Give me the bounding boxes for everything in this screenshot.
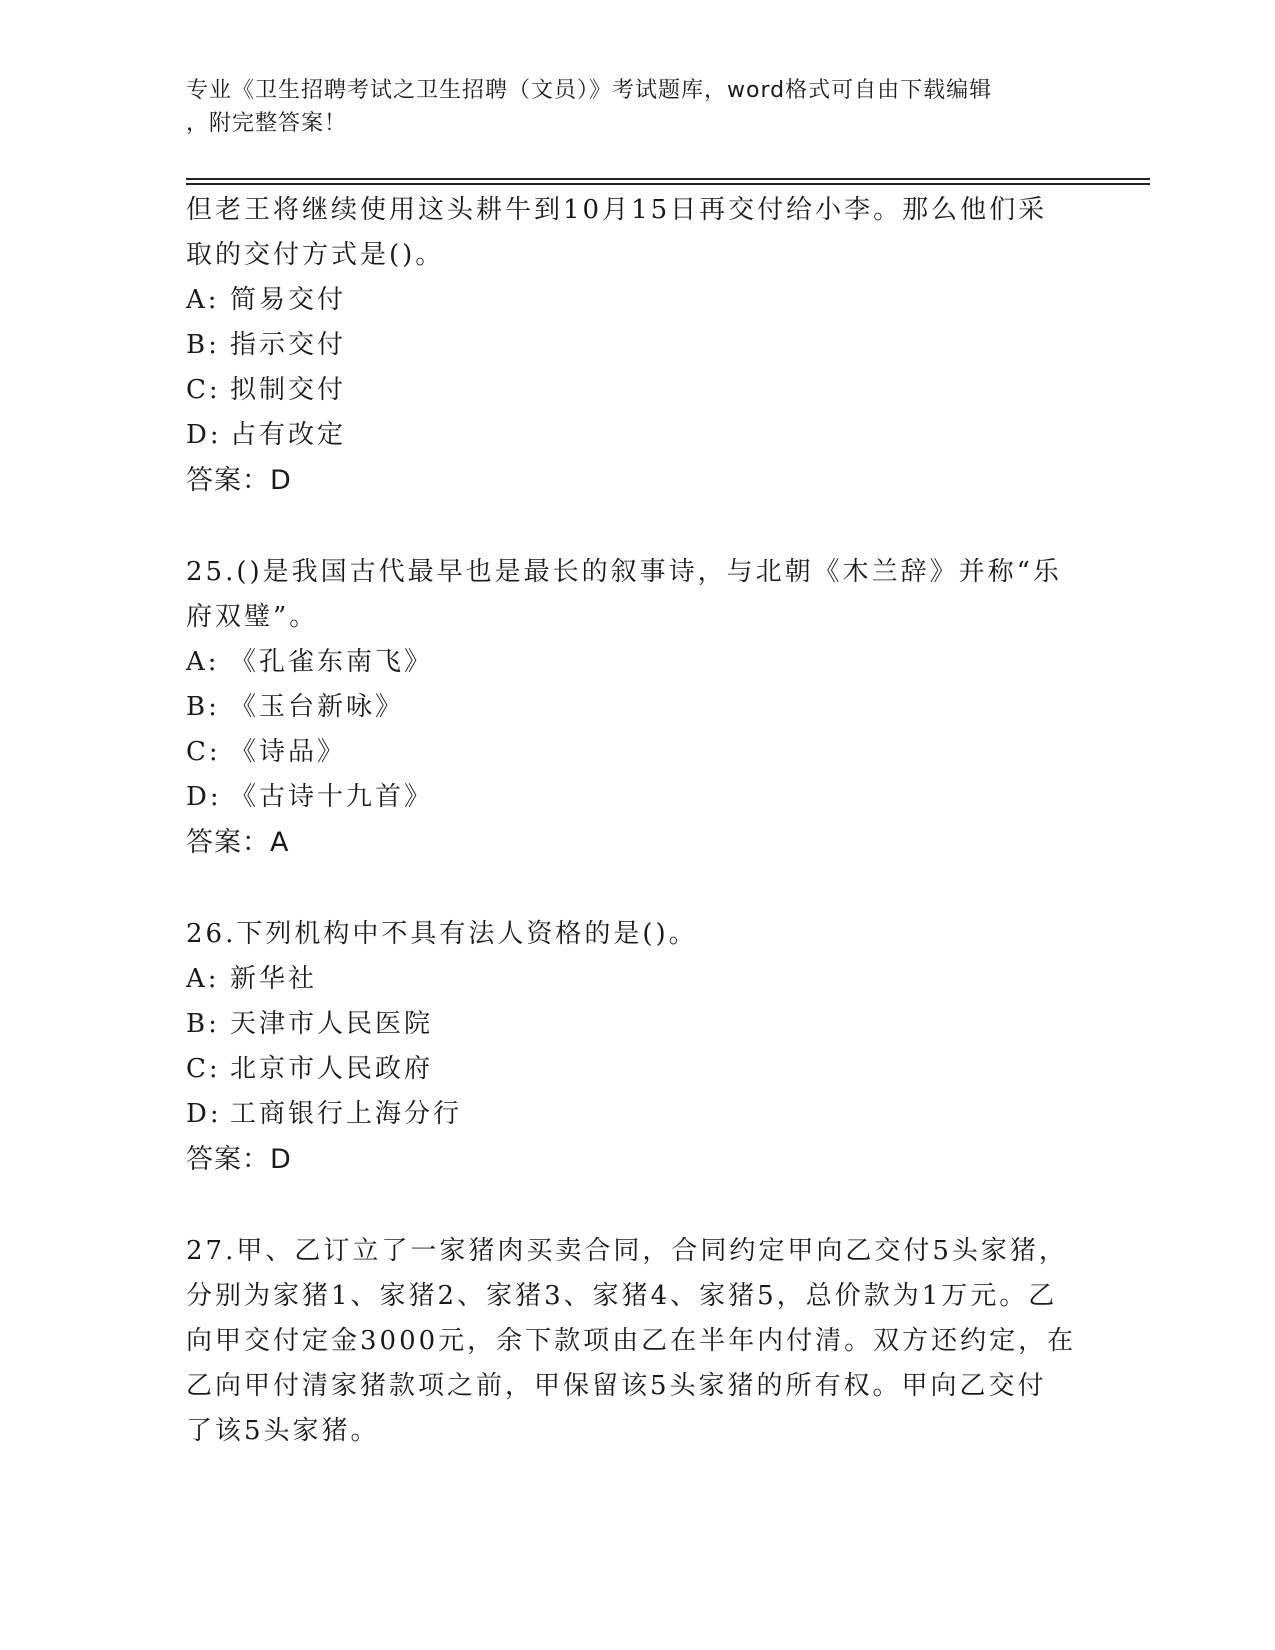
spacer <box>186 1183 1086 1229</box>
option-label: A: <box>186 964 220 994</box>
option-label: A: <box>186 647 220 677</box>
answer-line: 答案：D <box>186 1144 292 1175</box>
question-text-line: 取的交付方式是()。 <box>186 240 445 270</box>
option-label: D: <box>186 782 222 812</box>
option-text: 天津市人民医院 <box>230 1009 434 1039</box>
option-a <box>186 957 1086 1002</box>
option-d <box>186 413 1086 458</box>
question-25 <box>186 550 1086 866</box>
header-line-1: 专业《卫生招聘考试之卫生招聘（文员）》考试题库，word格式可自由下载编辑 <box>186 78 993 103</box>
option-text: 《诗品》 <box>230 737 347 767</box>
question-text-line: 府双璧”。 <box>186 602 319 632</box>
option-label: B: <box>186 692 220 722</box>
header-divider-top <box>186 178 1150 180</box>
answer-line: 答案：A <box>186 827 290 858</box>
option-b <box>186 1002 1086 1047</box>
option-label: D: <box>186 420 222 450</box>
header-divider-bottom <box>186 183 1150 185</box>
option-text: 《玉台新咏》 <box>230 692 405 722</box>
question-text-line: 乙向甲付清家猪款项之前，甲保留该5头家猪的所有权。甲向乙交付 <box>186 1371 1047 1401</box>
option-text: 工商银行上海分行 <box>230 1099 463 1129</box>
option-d <box>186 1092 1086 1137</box>
question-text-line: 分别为家猪1、家猪2、家猪3、家猪4、家猪5，总价款为1万元。乙 <box>186 1281 1058 1311</box>
question-24 <box>186 188 1086 504</box>
option-label: B: <box>186 1009 220 1039</box>
option-c <box>186 368 1086 413</box>
spacer <box>186 866 1086 912</box>
option-label: A: <box>186 285 220 315</box>
question-text-line: 26.下列机构中不具有法人资格的是()。 <box>186 919 698 949</box>
option-label: C: <box>186 1054 221 1084</box>
question-text-line: 25.()是我国古代最早也是最长的叙事诗，与北朝《木兰辞》并称“乐 <box>186 557 1062 587</box>
option-label: B: <box>186 330 220 360</box>
question-text-line: 但老王将继续使用这头耕牛到10月15日再交付给小李。那么他们采 <box>186 195 1048 225</box>
header-line-2: ，附完整答案！ <box>186 111 348 136</box>
document-header <box>186 74 1066 140</box>
option-b <box>186 323 1086 368</box>
option-c <box>186 730 1086 775</box>
question-text-line: 27.甲、乙订立了一家猪肉买卖合同，合同约定甲向乙交付5头家猪， <box>186 1236 1068 1266</box>
option-text: 北京市人民政府 <box>230 1054 434 1084</box>
option-text: 新华社 <box>230 964 318 994</box>
option-label: C: <box>186 375 221 405</box>
option-d <box>186 775 1086 820</box>
option-a <box>186 640 1086 685</box>
option-text: 简易交付 <box>230 285 347 315</box>
question-27 <box>186 1229 1086 1454</box>
option-c <box>186 1047 1086 1092</box>
option-label: D: <box>186 1099 222 1129</box>
spacer <box>186 504 1086 550</box>
option-text: 占有改定 <box>230 420 347 450</box>
option-text: 《古诗十九首》 <box>230 782 434 812</box>
option-b <box>186 685 1086 730</box>
question-26 <box>186 912 1086 1183</box>
option-label: C: <box>186 737 221 767</box>
question-list <box>186 188 1086 1454</box>
option-text: 拟制交付 <box>230 375 347 405</box>
option-text: 《孔雀东南飞》 <box>230 647 434 677</box>
answer-line: 答案：D <box>186 465 292 496</box>
question-text-line: 了该5头家猪。 <box>186 1416 380 1446</box>
question-text-line: 向甲交付定金3000元，余下款项由乙在半年内付清。双方还约定，在 <box>186 1326 1077 1356</box>
option-a <box>186 278 1086 323</box>
option-text: 指示交付 <box>230 330 347 360</box>
